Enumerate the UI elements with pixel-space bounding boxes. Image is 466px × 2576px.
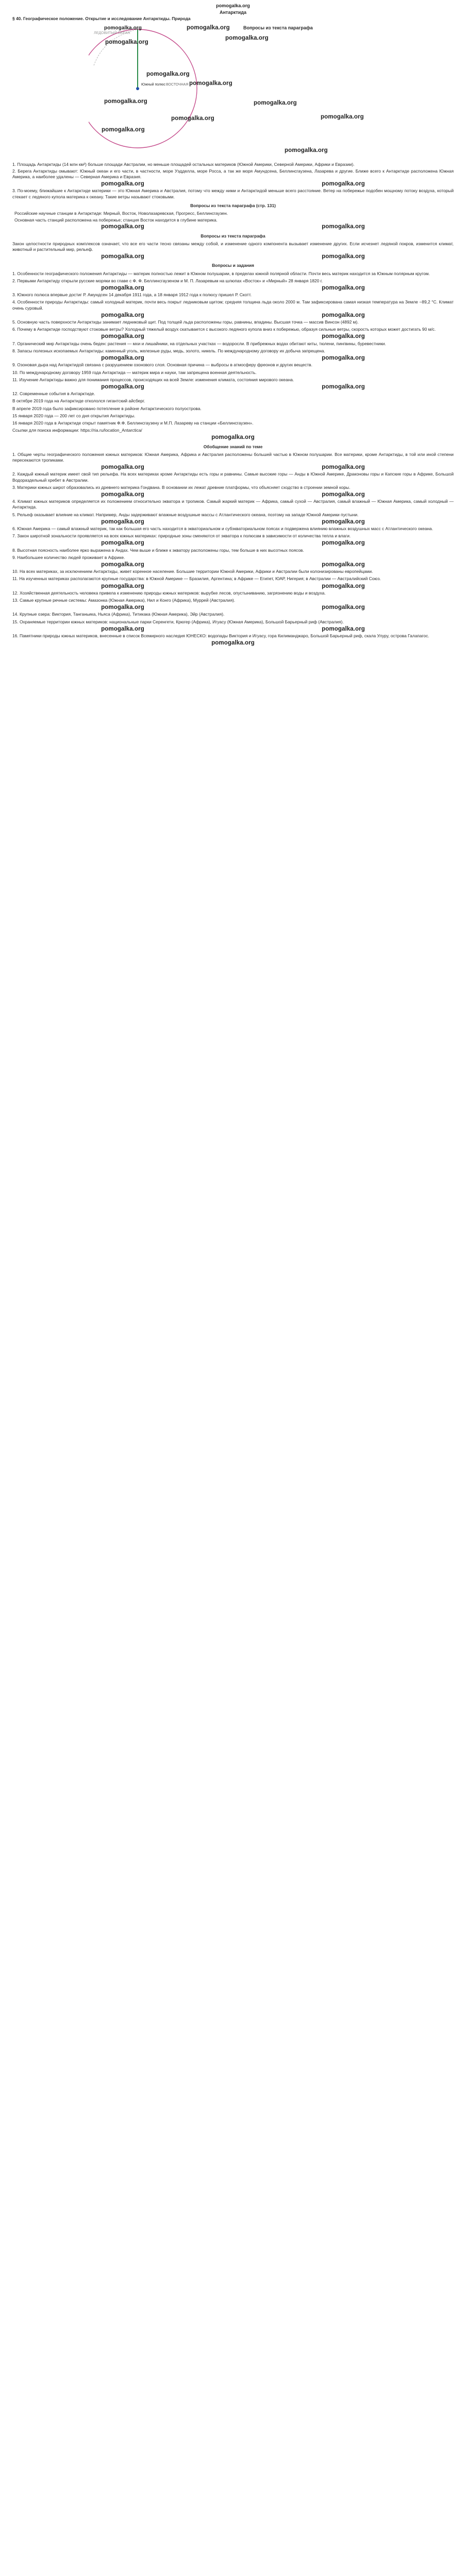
section-heading: Вопросы из текста параграфа (стр. 131): [190, 202, 276, 208]
list-item: Российские научные станции в Антарктиде: Мирный, Восток, Новолазаревская, Прогресс, Беллинсгаузен.: [14, 211, 228, 216]
answer-item: 3. Южного полюса впервые достиг Р. Амундсен 14 декабря 1911 года, а 18 января 1912 года к полюсу пришел Р. Скотт.: [12, 292, 252, 298]
watermark-row: [12, 519, 454, 525]
summary-item: 16. Памятники природы южных материков, внесенные в список Всемирного наследия ЮНЕСКО: водопады Виктория и Игуасу, гора Килиманджаро, Большой Барьерный риф, скала Улуру, острова Галапагос.: [12, 633, 429, 639]
watermark: pomogalka.org: [322, 333, 365, 340]
watermark: pomogalka.org: [322, 561, 365, 568]
watermark: pomogalka.org: [101, 464, 144, 471]
watermark: pomogalka.org: [101, 285, 144, 292]
watermark: pomogalka.org: [101, 583, 144, 589]
watermark: pomogalka.org: [322, 224, 365, 230]
summary-item: 1. Общие черты географического положения южных материков: Южная Америка, Африка и Австралия расположены большей частью в Южном полушарии. Все материки, кроме Антарктиды, в той или иной степени пересекаются тропиками.: [12, 451, 454, 463]
summary-item: 13. Самые крупные речные системы: Амазонка (Южная Америка), Нил и Конго (Африка), Муррей (Австралия).: [12, 598, 236, 603]
answer-item: 7. Органический мир Антарктиды очень беден: растения — мхи и лишайники, на отдельных участках — водоросли. В прибрежных водах обитают киты, тюлени, пингвины, буревестники.: [12, 341, 386, 346]
watermark: pomogalka.org: [101, 333, 144, 340]
figure-caption: 1. Площадь Антарктиды (14 млн км²) больше площади Австралии, но меньше площадей остальных материков (Южной Америки, Северной Америки, Африки и Евразии).: [12, 161, 355, 167]
watermark-row: [12, 313, 454, 318]
watermark: pomogalka.org: [104, 25, 142, 31]
watermark: pomogalka.org: [322, 312, 365, 318]
watermark: pomogalka.org: [225, 35, 269, 41]
answer-item: 6. Почему в Антарктиде господствуют стоковые ветры? Холодный тяжелый воздух скатывается с высокого ледяного купола вниз к побережью, образуя сильные ветры, скорость которых может достигать 90 м/с.: [12, 327, 436, 332]
answer-item: 15 января 2020 года — 200 лет со дня открытия Антарктиды.: [12, 413, 136, 418]
watermark: pomogalka.org: [285, 147, 328, 154]
watermark: pomogalka.org: [101, 181, 144, 188]
east-label: ВОСТОЧНАЯ: [166, 82, 189, 87]
source-link[interactable]: Ссылки для поиска информации: https://ria.ru/location_Antarctica/: [12, 428, 142, 433]
watermark: pomogalka.org: [101, 561, 144, 568]
summary-heading: Обобщение знаний по теме: [203, 444, 263, 449]
watermark: pomogalka.org: [171, 115, 214, 122]
section-heading: Вопросы и задания: [212, 263, 254, 268]
watermark: pomogalka.org: [101, 383, 144, 390]
watermark: pomogalka.org: [254, 99, 297, 106]
answer-item: 1. Особенности географического положения Антарктиды — материк полностью лежит в Южном полушарии, в пределах южной полярной области. Почти весь материк находится за Южным полярным кругом.: [12, 270, 430, 276]
watermark: pomogalka.org: [189, 80, 232, 87]
watermark: pomogalka.org: [211, 640, 255, 647]
paragraph: Закон целостности природных комплексов означает, что все его части тесно связаны между собой, и изменение одного компонента вызывает изменение других. Если исчезнет ледяной покров, изменится климат, животный и растительный мир, рельеф.: [12, 241, 454, 252]
answer-item: 8. Запасы полезных ископаемых Антарктиды: каменный уголь, железные руды, медь, золото, никель. По международному договору их добыча запрещена.: [12, 348, 325, 353]
watermark: pomogalka.org: [101, 355, 144, 362]
answer-item: 10. По международному договору 1959 года Антарктида — материк мира и науки, там запрещена военная деятельность.: [12, 369, 257, 375]
watermark: pomogalka.org: [322, 583, 365, 589]
watermark-row: [12, 584, 454, 589]
watermark-row: [12, 562, 454, 568]
watermark: pomogalka.org: [101, 491, 144, 498]
watermark: pomogalka.org: [101, 253, 144, 260]
antarctica-map-figure: [89, 24, 377, 161]
watermark-top: pomogalka.org: [216, 3, 250, 8]
watermark-row: [12, 605, 454, 611]
intro-paragraph: 3. По-моему, ближайшие к Антарктиде материки — это Южная Америка и Австралия, потому что между ними и Антарктидой меньше всего расстояние. Ветер на побережье подобен мощному потоку воздуха, который стекает с ледяного купола материка к океану. Такие ветры называют стоковыми.: [12, 188, 454, 199]
summary-item: 15. Охраняемые территории южных материков: национальные парки Серенгети, Крюгер (Африка), Игуасу (Южная Америка), Большой Барьерный риф (Австралия).: [12, 619, 344, 624]
watermark: pomogalka.org: [322, 540, 365, 547]
summary-item: 8. Высотная поясность наиболее ярко выражена в Андах. Чем выше и ближе к экватору расположены горы, тем больше в них высотных поясов.: [12, 547, 304, 553]
answer-item: 2. Первыми Антарктиду открыли русские моряки во главе с Ф. Ф. Беллинсгаузеном и М. П. Лазаревым на шлюпах «Восток» и «Мирный» 28 января 1820 г.: [12, 278, 323, 283]
watermark: pomogalka.org: [322, 491, 365, 498]
summary-item: 4. Климат южных материков определяется их положением относительно экватора и тропиков. Самый жаркий материк — Африка, самый сухой — Австралия, самый влажный — Южная Америка, самый холодный — Антарктида.: [12, 499, 454, 510]
summary-item: 9. Наибольшее количество людей проживает в Африке.: [12, 554, 125, 560]
answer-item: 16 января 2020 года в Антарктиде открыт памятник Ф.Ф. Беллинсгаузену и М.П. Лазареву на станции «Беллинсгаузен».: [12, 420, 254, 426]
watermark-row: [12, 626, 454, 632]
watermark: pomogalka.org: [211, 434, 255, 441]
answer-item: 4. Особенности природы Антарктиды: самый холодный материк, почти весь покрыт ледниковым щитом; средняя толщина льда около 2000 м. Там зафиксирована самая низкая температура на Земле −89,2 °С. Климат очень суровый.: [12, 299, 454, 311]
watermark: pomogalka.org: [101, 518, 144, 525]
watermark: pomogalka.org: [322, 181, 365, 188]
watermark: pomogalka.org: [322, 355, 365, 362]
list-item: Основная часть станций расположена на побережье; станция Восток находится в глубине материка.: [14, 217, 218, 223]
summary-item: 11. На изученных материках располагаются крупные государства: в Южной Америке — Бразилия, Аргентина; в Африке — Египет, ЮАР, Нигерия; в Австралии — Австралийский Союз.: [12, 576, 381, 582]
watermark: pomogalka.org: [102, 126, 145, 133]
watermark: pomogalka.org: [322, 253, 365, 260]
summary-item: 7. Закон широтной зональности проявляется на всех южных материках: природные зоны сменяются от экватора к полюсам в зависимости от количества тепла и влаги.: [12, 533, 351, 539]
watermark-row: [12, 334, 454, 340]
summary-item: 12. Хозяйственная деятельность человека привела к изменению природы южных материков: вырубке лесов, опустыниванию, загрязнению воды и воздуха.: [12, 590, 326, 596]
page: [6, 0, 460, 668]
watermark: pomogalka.org: [104, 98, 147, 105]
answer-item: 5. Основную часть поверхности Антарктиды занимает ледниковый щит. Под толщей льда расположены горы, равнины, впадины. Высшая точка — массив Винсон (4892 м).: [12, 319, 359, 325]
section-title: § 40. Географическое положение. Открытие и исследование Антарктиды. Природа: [12, 16, 191, 22]
answer-item: 12. Современные события в Антарктиде.: [12, 391, 95, 397]
watermark: pomogalka.org: [101, 312, 144, 318]
watermark: pomogalka.org: [322, 383, 365, 390]
answer-item: В апреле 2019 года было зафиксировано потепление в районе Антарктического полуострова.: [12, 405, 202, 411]
watermark: pomogalka.org: [101, 604, 144, 611]
watermark-row: [12, 492, 454, 498]
watermark: pomogalka.org: [322, 625, 365, 632]
answer-item: 11. Изучение Антарктиды важно для понимания процессов, происходящих на всей Земле: изменения климата, состояния мирового океана.: [12, 377, 294, 382]
summary-item: 5. Рельеф оказывает влияние на климат. Например, Анды задерживают влажные воздушные массы с Атлантического океана, поэтому на западе Южной Америки пустыни.: [12, 512, 359, 517]
watermark-row: [12, 540, 454, 546]
watermark: pomogalka.org: [105, 39, 148, 45]
watermark: pomogalka.org: [146, 71, 190, 77]
watermark-row: [12, 181, 454, 187]
answer-item: 9. Озоновая дыра над Антарктидой связана с разрушением озонового слоя. Основная причина — выбросы в атмосферу фреонов и других веществ.: [12, 362, 312, 368]
summary-item: 14. Крупные озера: Виктория, Танганьика, Ньяса (Африка), Титикака (Южная Америка), Эйр (Австралия).: [12, 612, 225, 617]
ocean-arc-label: ЛЕДОВИТЫЙ ОКЕАН: [94, 31, 130, 35]
summary-item: 10. На всех материках, за исключением Антарктиды, живет коренное население. Большие территории Южной Америки, Африки и Австралии были колонизированы европейцами.: [12, 569, 373, 574]
watermark: pomogalka.org: [322, 518, 365, 525]
summary-item: 6. Южная Америка — самый влажный материк, так как большая его часть находится в экваториальном и субэкваториальном поясах и подвержена влиянию влажных воздушных масс с Атлантического океана.: [12, 526, 434, 531]
watermark: pomogalka.org: [101, 625, 144, 632]
section-heading: Вопросы из текста параграфа: [201, 233, 265, 239]
watermark: pomogalka.org: [101, 540, 144, 547]
watermark-row: [12, 254, 454, 260]
watermark-row: [12, 285, 454, 291]
watermark: pomogalka.org: [322, 285, 365, 292]
watermark-row: [12, 224, 454, 230]
watermark-row: [12, 355, 454, 361]
watermark: pomogalka.org: [101, 224, 144, 230]
summary-item: 3. Материки южных широт образовались из древнего материка Гондвана. В основании их лежат древние платформы, что объясняет сходство в строении земной коры.: [12, 484, 351, 490]
watermark-row: [12, 384, 454, 390]
watermark: pomogalka.org: [321, 113, 364, 120]
watermark-row: [12, 435, 454, 440]
watermark-row: [12, 465, 454, 470]
subject-title: Антарктида: [219, 10, 246, 15]
watermark: pomogalka.org: [322, 604, 365, 611]
answer-item: В октябре 2019 года на Антарктиде откололся гигантский айсберг.: [12, 398, 145, 404]
summary-item: 2. Каждый южный материк имеет свой тип рельефа. На всех материках кроме Антарктиды есть горы и равнины. Самые высокие горы — Анды в Южной Америке, Драконовы горы и Капские горы в Африке, Большой Водораздельный хребет в Австралии.: [12, 471, 454, 483]
watermark: pomogalka.org: [322, 464, 365, 471]
question-heading: Вопросы из текста параграфа: [243, 25, 313, 30]
watermark: pomogalka.org: [187, 24, 230, 31]
watermark-row: [12, 640, 454, 646]
south-pole-label: Южный полюс: [141, 82, 165, 87]
intro-paragraph: 2. Берега Антарктиды омывают: Южный океан и его части, в частности, море Уэдделла, море Росса, а так же моря Амундсена, Беллинсгаузена, Лазарева и другие. Ближе всего к Антарктиде расположена Южная Америка, а наиболее удалены — Северная Америка и Евразия.: [12, 168, 454, 180]
